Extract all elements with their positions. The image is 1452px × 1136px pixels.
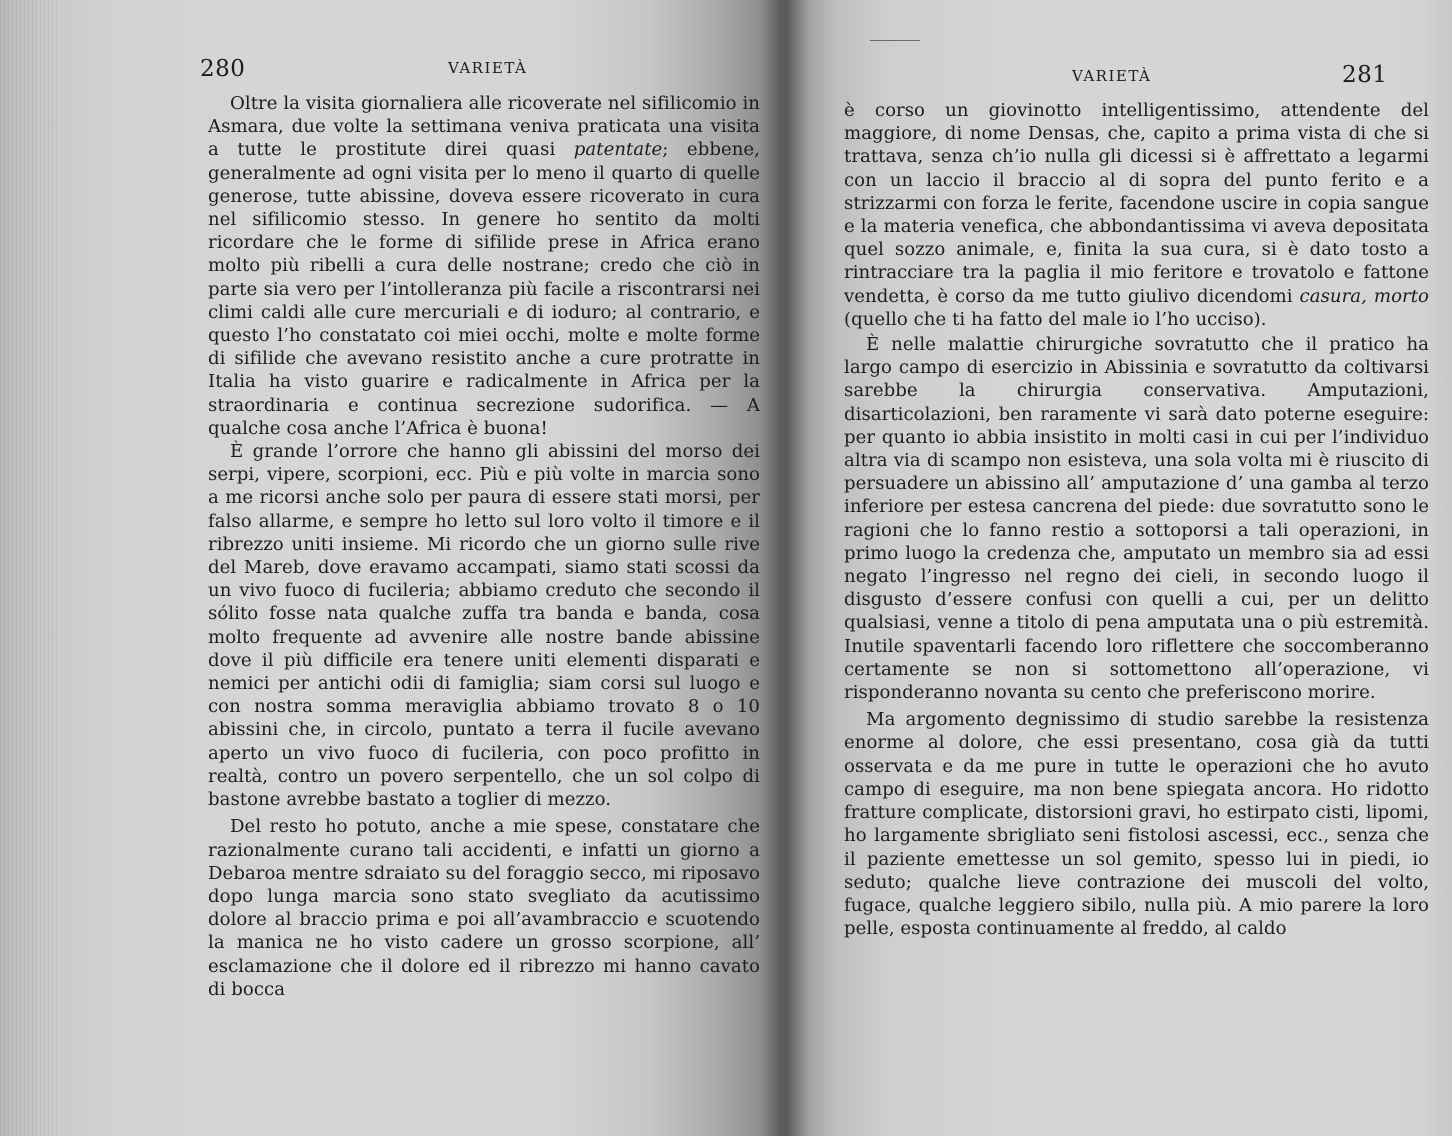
left-running-head: VARIETÀ [448, 59, 528, 77]
right-page-number: 281 [1342, 62, 1388, 88]
right-paragraph-2: È nelle malattie chirurgiche sovratutto che il pratico ha largo campo di esercizio in Abissinia e sovratutto da coltivarsi sarebbe la chirurgia conservativa. Amputazioni, disarticolazioni, ben raramente vi sarà dato poterne eseguire: per quanto io abbia insistito in molti casi in cui per l’individuo altra via di scampo non esisteva, una sola volta mi è riuscito di persuadere un abissino all’ amputazione d’ una gamba al terzo inferiore per estesa cancrena del piede: due sovratutto sono le ragioni che lo fanno restio a sottoporsi a tali operazioni, in primo luogo la credenza che, amputato un membro sia ad essi negato l’ingresso nel regno dei cieli, in secondo luogo il disgusto d’essere confusi con quelli a cui, per un delitto qualsiasi, venne a titolo di pena amputata una o più estremità. Inutile spaventarli facendo loro riflettere che soccomberanno certamente se non si sottomettono all’operazione, vi risponderanno novanta su cento che preferiscono morire. [844, 334, 1429, 704]
header-rule [870, 40, 920, 41]
left-paragraph-1: Oltre la visita giornaliera alle ricoverate nel sifilicomio in Asmara, due volte la settimana veniva praticata una visita a tutte le prostitute direi quasi patentate; ebbene, generalmente ad ogni visita per lo meno il quarto di quelle generose, tutte abissine, doveva essere ricoverato in cura nel sifilicomio stesso. In genere ho sentito da molti ricordare che le forme di sifilide prese in Africa erano molto più ribelli a cura delle nostrane; credo che ciò in parte sia vero per l’intolleranza più facile a riscontrarsi nei climi caldi alle cure mercuriali e di ioduro; al contrario, e questo l’ho constatato coi miei occhi, molte e molte forme di sifilide che avevano resistito anche a cure protratte in Italia ha visto guarire e radicalmente in Africa per la straordinaria e continua secrezione sudorifica. — A qualche cosa anche l’Africa è buona! [208, 93, 760, 439]
right-body-text [844, 99, 1429, 940]
left-paragraph-3: Del resto ho potuto, anche a mie spese, constatare che razionalmente curano tali accidenti, e infatti un giorno a Debaroa mentre sdraiato su del foraggio secco, mi riposavo dopo lunga marcia sono stato svegliato da acutissimo dolore al braccio prima e poi all’avambraccio e scuotendo la manica ne ho visto cadere un grosso scorpione, all’ esclamazione che il dolore ed il ribrezzo mi hanno cavato di bocca [208, 816, 760, 1000]
left-body-text [208, 92, 760, 1001]
right-running-head: VARIETÀ [1072, 67, 1152, 85]
right-page [782, 0, 1452, 1136]
right-paragraph-1: è corso un giovinotto intelligentissimo, attendente del maggiore, di nome Densas, che, capito a prima vista di che si trattava, senza ch’io nulla gli dicessi si è affrettato a legarmi con un laccio il braccio al di sopra del punto ferito e a strizzarmi con forza le ferite, facendone uscire in copia sangue e la materia venefica, che abbondantissima vi aveva depositata quel sozzo animale, e, finita la sua cura, si è dato tosto a rintracciare tra la paglia il mio feritore e trovatolo e fattone vendetta, è corso da me tutto giulivo dicendomi casura, morto (quello che ti ha fatto del male io l’ho ucciso). [844, 100, 1429, 330]
left-page-number: 280 [200, 56, 246, 82]
left-paragraph-2: È grande l’orrore che hanno gli abissini del morso dei serpi, vipere, scorpioni, ecc. Più e più volte in marcia sono a me ricorsi anche solo per paura di essere stati morsi, per falso allarme, e sempre ho letto sul loro volto il timore e il ribrezzo uniti insieme. Mi ricordo che un giorno sulle rive del Mareb, dove eravamo accampati, siamo stati scossi da un vivo fuoco di fucileria; abbiamo creduto che secondo il sólito fosse nata qualche zuffa tra banda e banda, cosa molto frequente ad avvenire alle nostre bande abissine dove il più difficile era tenere uniti elementi disparati e nemici per antichi odii di famiglia; siam corsi sul luogo e con nostra somma meraviglia abbiamo trovato 8 o 10 abissini che, in circolo, puntato a terra il fucile avevano aperto un vivo fuoco di fucileria, con poco profitto in realtà, contro un povero serpentello, che un sol colpo di bastone avrebbe bastato a toglier di mezzo. [208, 441, 760, 811]
right-paragraph-3: Ma argomento degnissimo di studio sarebbe la resistenza enorme al dolore, che essi presentano, cosa già da tutti osservata e da me pure in tutte le operazioni che ho avuto campo di eseguire, ma non bene spiegata ancora. Ho ridotto fratture complicate, distorsioni gravi, ho estirpato cisti, lipomi, ho largamente sbrigliato seni fistolosi ascessi, ecc., senza che il paziente emettesse un sol gemito, spesso lui in piedi, io seduto; qualche lieve contrazione dei muscoli del volto, fugace, qualche leggiero sibilo, nulla più. A mio parere la loro pelle, esposta continuamente al freddo, al caldo [844, 709, 1429, 940]
